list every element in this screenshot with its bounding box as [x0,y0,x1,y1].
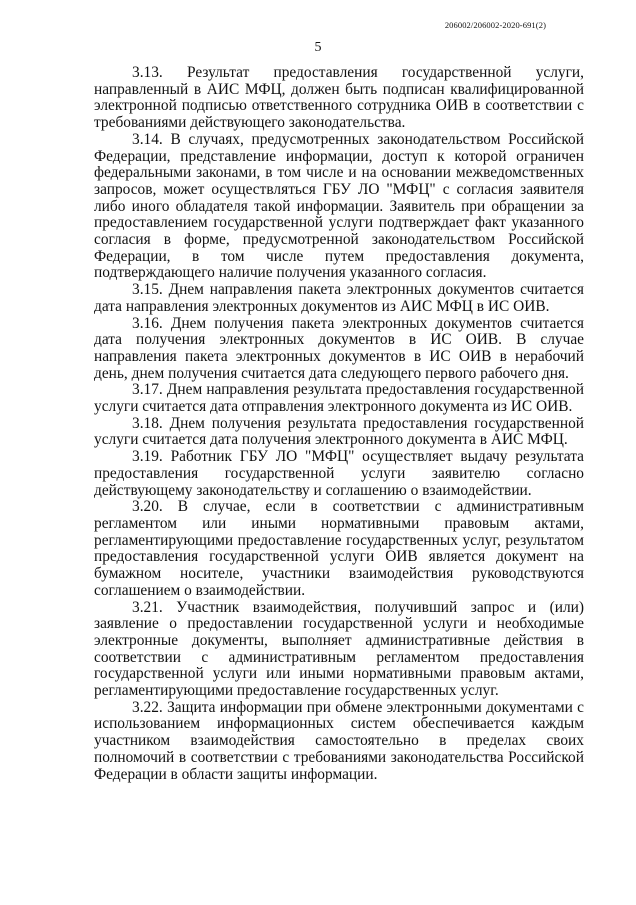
paragraph-3-13: 3.13. Результат предоставления государственной услуги, направленный в АИС МФЦ, должен быть подписан квалифицированной электронной подписью ответственного сотрудника ОИВ в соответствии с требованиями действующего законодательства. [94,64,584,132]
paragraph-3-15: 3.15. Днем направления пакета электронных документов считается дата направления электронных документов из АИС МФЦ в ИС ОИВ. [94,281,584,315]
paragraph-3-18: 3.18. Днем получения результата предоставления государственной услуги считается дата получения электронного документа в АИС МФЦ. [94,414,584,449]
paragraph-3-14: 3.14. В случаях, предусмотренных законодательством Российской Федерации, представление информации, доступ к которой ограничен федеральными законами, в том числе и на основании межведомственных запросов, может осуществляться ГБУ ЛО "МФЦ" с согласия заявителя либо иного обладателя такой информации. Заявитель при обращении за предоставлением государственной услуги подтверждает факт указанного согласия в форме, предусмотренной законодательством Российской Федерации, в том числе путем предоставления документа, подтверждающего наличие получения указанного согласия. [94,130,584,282]
paragraph-3-21: 3.21. Участник взаимодействия, получивший запрос и (или) заявление о предоставлении государственной услуги и необходимые электронные документы, выполняет административные действия в соответствии с административным регламентом предоставления государственной услуги или иными нормативными правовым актами, регламентирующими предоставление государственных услуг. [94,598,584,700]
paragraph-3-20: 3.20. В случае, если в соответствии с административным регламентом или иными нормативными правовым актами, регламентирующими предоставление государственных услуг, результатом предоставления государственной услуги ОИВ является документ на бумажном носителе, участники взаимодействия руководствуются соглашением о взаимодействии. [94,498,584,599]
document-id: 206002/206002-2020-691(2) [444,20,546,30]
paragraph-3-16: 3.16. Днем получения пакета электронных документов считается дата получения электронных документов в ИС ОИВ. В случае направления пакета электронных документов в ИС ОИВ в нерабочий день, днем получения считается дата следующего первого рабочего дня. [94,314,584,382]
paragraph-3-22: 3.22. Защита информации при обмене электронными документами с использованием информационных систем обеспечивается каждым участником взаимодействия самостоятельно в пределах своих полномочий в соответствии с требованиями законодательства Российской Федерации в области защиты информации. [94,698,584,783]
page-number: 5 [314,40,322,55]
paragraph-3-19: 3.19. Работник ГБУ ЛО "МФЦ" осуществляет выдачу результата предоставления государственной услуги заявителю согласно действующему законодательству и соглашению о взаимодействии. [94,448,584,499]
document-body [94,65,584,783]
paragraph-3-17: 3.17. Днем направления результата предоставления государственной услуги считается дата отправления электронного документа из ИС ОИВ. [94,381,584,416]
